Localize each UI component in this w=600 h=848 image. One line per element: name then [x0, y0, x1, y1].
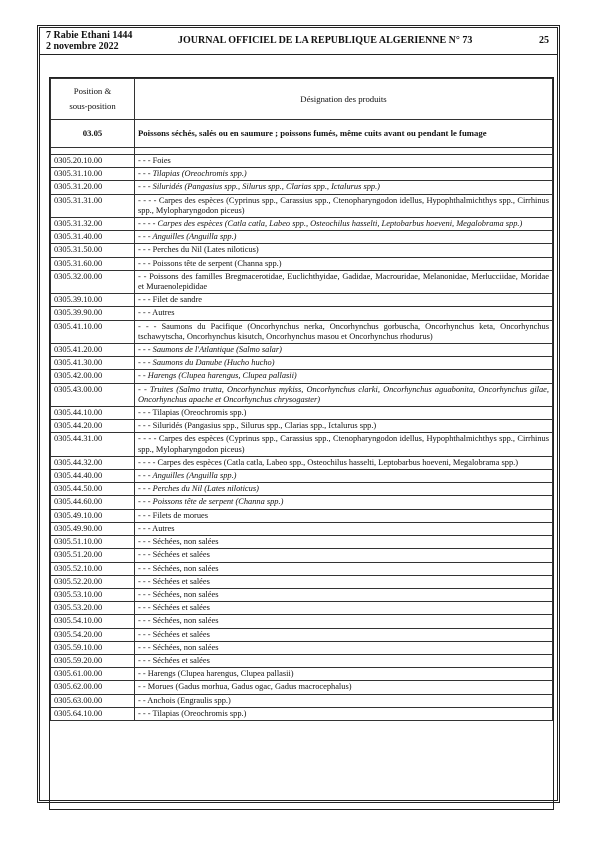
tariff-code: 0305.63.00.00	[51, 694, 135, 707]
table-row	[51, 562, 553, 575]
tariff-code: 0305.42.00.00	[51, 370, 135, 383]
table-row	[51, 194, 553, 217]
product-designation: - - - - Carpes des espèces (Catla catla, Labeo spp., Osteochilus hasselti, Leptobarbus hoeveni, Megalobrama spp.)	[135, 456, 553, 469]
tariff-code: 0305.44.32.00	[51, 456, 135, 469]
table-row	[51, 641, 553, 654]
table-row	[51, 383, 553, 406]
product-designation: - - - Perches du Nil (Lates niloticus)	[135, 483, 553, 496]
product-designation: - - - Poissons tête de serpent (Channa spp.)	[135, 257, 553, 270]
tariff-code: 0305.44.60.00	[51, 496, 135, 509]
tariff-code: 0305.53.10.00	[51, 588, 135, 601]
product-designation: - - - Siluridés (Pangasius spp., Silurus spp., Clarias spp., Ictalurus spp.)	[135, 420, 553, 433]
tariff-code: 0305.41.10.00	[51, 320, 135, 343]
table-row	[51, 407, 553, 420]
table-row	[51, 231, 553, 244]
table-row	[51, 681, 553, 694]
tariff-code: 0305.31.60.00	[51, 257, 135, 270]
tariff-code: 0305.31.31.00	[51, 194, 135, 217]
product-designation: - - - Autres	[135, 522, 553, 535]
table-row	[51, 155, 553, 168]
tariff-code: 0305.39.10.00	[51, 294, 135, 307]
table-row	[51, 483, 553, 496]
product-designation: - - - Séchées, non salées	[135, 562, 553, 575]
table-header-row	[51, 79, 553, 120]
product-designation: - - - Tilapias (Oreochromis spp.)	[135, 707, 553, 720]
tariff-code: 0305.64.10.00	[51, 707, 135, 720]
tariff-code: 0305.43.00.00	[51, 383, 135, 406]
product-designation: - - - Séchées, non salées	[135, 615, 553, 628]
table-row	[51, 168, 553, 181]
product-designation: - - - Séchées, non salées	[135, 536, 553, 549]
product-designation: - - - Saumons du Pacifique (Oncorhynchus nerka, Oncorhynchus gorbuscha, Oncorhynchus keta, Oncorhynchus tschawytscha, Oncorhynchus kisutch, Oncorhynchus masou et Oncorhynchus rhodurus)	[135, 320, 553, 343]
table-row	[51, 470, 553, 483]
header-date-hijri: 7 Rabie Ethani 1444	[46, 30, 133, 41]
product-designation: - - - Foies	[135, 155, 553, 168]
table-row	[51, 536, 553, 549]
tariff-code: 0305.20.10.00	[51, 155, 135, 168]
section-code: 03.05	[51, 120, 135, 148]
product-designation: - - - Anguilles (Anguilla spp.)	[135, 231, 553, 244]
tariff-code: 0305.61.00.00	[51, 668, 135, 681]
product-designation: - - - - Carpes des espèces (Cyprinus spp., Carassius spp., Ctenopharyngodon idellus, Hypophthalmichthys spp., Cirrhinus spp., Mylopharyngodon piceus)	[135, 433, 553, 456]
table-row	[51, 615, 553, 628]
product-designation: - - - Séchées et salées	[135, 575, 553, 588]
product-designation: - - Anchois (Engraulis spp.)	[135, 694, 553, 707]
tariff-code: 0305.39.90.00	[51, 307, 135, 320]
tariff-table-container	[49, 77, 554, 810]
tariff-code: 0305.62.00.00	[51, 681, 135, 694]
tariff-code: 0305.44.10.00	[51, 407, 135, 420]
tariff-code: 0305.31.20.00	[51, 181, 135, 194]
column-header-position	[51, 79, 135, 120]
product-designation: - - Morues (Gadus morhua, Gadus ogac, Gadus macrocephalus)	[135, 681, 553, 694]
product-designation: - - - Séchées et salées	[135, 628, 553, 641]
table-row	[51, 244, 553, 257]
table-row	[51, 370, 553, 383]
tariff-code: 0305.41.20.00	[51, 344, 135, 357]
product-designation: - - Harengs (Clupea harengus, Clupea pallasii)	[135, 370, 553, 383]
tariff-code: 0305.32.00.00	[51, 270, 135, 293]
table-row	[51, 668, 553, 681]
tariff-code: 0305.59.10.00	[51, 641, 135, 654]
product-designation: - - - Filet de sandre	[135, 294, 553, 307]
table-row	[51, 588, 553, 601]
table-row	[51, 509, 553, 522]
table-row	[51, 456, 553, 469]
table-row	[51, 694, 553, 707]
product-designation: - - - Séchées, non salées	[135, 588, 553, 601]
product-designation: - - - Séchées, non salées	[135, 641, 553, 654]
table-row	[51, 307, 553, 320]
tariff-code: 0305.31.50.00	[51, 244, 135, 257]
table-row	[51, 575, 553, 588]
page-header	[40, 28, 557, 55]
spacer-row	[51, 148, 553, 155]
product-designation: - - - Séchées et salées	[135, 654, 553, 667]
table-row	[51, 433, 553, 456]
tariff-code: 0305.52.20.00	[51, 575, 135, 588]
product-designation: - - - - Carpes des espèces (Cyprinus spp., Carassius spp., Ctenopharyngodon idellus, Hypophthalmichthys spp., Cirrhinus spp., Mylopharyngodon piceus)	[135, 194, 553, 217]
tariff-code: 0305.59.20.00	[51, 654, 135, 667]
product-designation: - - - Saumons du Danube (Hucho hucho)	[135, 357, 553, 370]
tariff-code: 0305.51.10.00	[51, 536, 135, 549]
product-designation: - - Harengs (Clupea harengus, Clupea pallasii)	[135, 668, 553, 681]
table-row	[51, 420, 553, 433]
table-row	[51, 628, 553, 641]
table-row	[51, 496, 553, 509]
column-header-position-line2: sous-position	[69, 101, 116, 111]
product-designation: - - Truites (Salmo trutta, Oncorhynchus mykiss, Oncorhynchus clarki, Oncorhynchus aguabonita, Oncorhynchus gilae, Oncorhynchus apache et Oncorhynchus chrysogaster)	[135, 383, 553, 406]
section-row	[51, 120, 553, 148]
product-designation: - - Poissons des familles Bregmacerotidae, Euclichthyidae, Gadidae, Macrouridae, Melanonidae, Merlucciidae, Moridae et Muraenolepididae	[135, 270, 553, 293]
table-row	[51, 707, 553, 720]
tariff-code: 0305.44.20.00	[51, 420, 135, 433]
table-row	[51, 294, 553, 307]
tariff-code: 0305.53.20.00	[51, 602, 135, 615]
table-row	[51, 257, 553, 270]
page-frame	[37, 25, 560, 803]
tariff-code: 0305.54.20.00	[51, 628, 135, 641]
table-row	[51, 522, 553, 535]
header-date-gregorian: 2 novembre 2022	[46, 41, 119, 52]
table-row	[51, 218, 553, 231]
product-designation: - - - Perches du Nil (Lates niloticus)	[135, 244, 553, 257]
tariff-code: 0305.44.50.00	[51, 483, 135, 496]
tariff-code: 0305.51.20.00	[51, 549, 135, 562]
product-designation: - - - Anguilles (Anguilla spp.)	[135, 470, 553, 483]
column-header-designation: Désignation des produits	[135, 79, 553, 120]
tariff-code: 0305.49.10.00	[51, 509, 135, 522]
product-designation: - - - Filets de morues	[135, 509, 553, 522]
product-designation: - - - Tilapias (Oreochromis spp.)	[135, 407, 553, 420]
table-row	[51, 357, 553, 370]
page-number: 25	[539, 35, 549, 46]
product-designation: - - - Tilapias (Oreochromis spp.)	[135, 168, 553, 181]
tariff-code: 0305.31.40.00	[51, 231, 135, 244]
table-row	[51, 549, 553, 562]
product-designation: - - - Siluridés (Pangasius spp., Silurus spp., Clarias spp., Ictalurus spp.)	[135, 181, 553, 194]
tariff-code: 0305.54.10.00	[51, 615, 135, 628]
product-designation: - - - Saumons de l'Atlantique (Salmo salar)	[135, 344, 553, 357]
product-designation: - - - Séchées et salées	[135, 602, 553, 615]
section-description: Poissons séchés, salés ou en saumure ; poissons fumés, même cuits avant ou pendant le fumage	[135, 120, 553, 148]
table-row	[51, 654, 553, 667]
table-row	[51, 181, 553, 194]
tariff-code: 0305.49.90.00	[51, 522, 135, 535]
table-row	[51, 320, 553, 343]
tariff-code: 0305.44.40.00	[51, 470, 135, 483]
tariff-table	[50, 78, 553, 721]
header-dates	[46, 30, 132, 52]
column-header-position-line1: Position &	[73, 86, 112, 96]
table-row	[51, 344, 553, 357]
journal-title: JOURNAL OFFICIEL DE LA REPUBLIQUE ALGERIENNE N° 73	[178, 35, 473, 46]
tariff-code: 0305.52.10.00	[51, 562, 135, 575]
tariff-code: 0305.44.31.00	[51, 433, 135, 456]
tariff-code: 0305.31.32.00	[51, 218, 135, 231]
product-designation: - - - Séchées et salées	[135, 549, 553, 562]
product-designation: - - - - Carpes des espèces (Catla catla, Labeo spp., Osteochilus hasselti, Leptobarbus hoeveni, Megalobrama spp.)	[135, 218, 553, 231]
tariff-code: 0305.41.30.00	[51, 357, 135, 370]
product-designation: - - - Autres	[135, 307, 553, 320]
table-row	[51, 270, 553, 293]
table-row	[51, 602, 553, 615]
product-designation: - - - Poissons tête de serpent (Channa spp.)	[135, 496, 553, 509]
tariff-code: 0305.31.10.00	[51, 168, 135, 181]
